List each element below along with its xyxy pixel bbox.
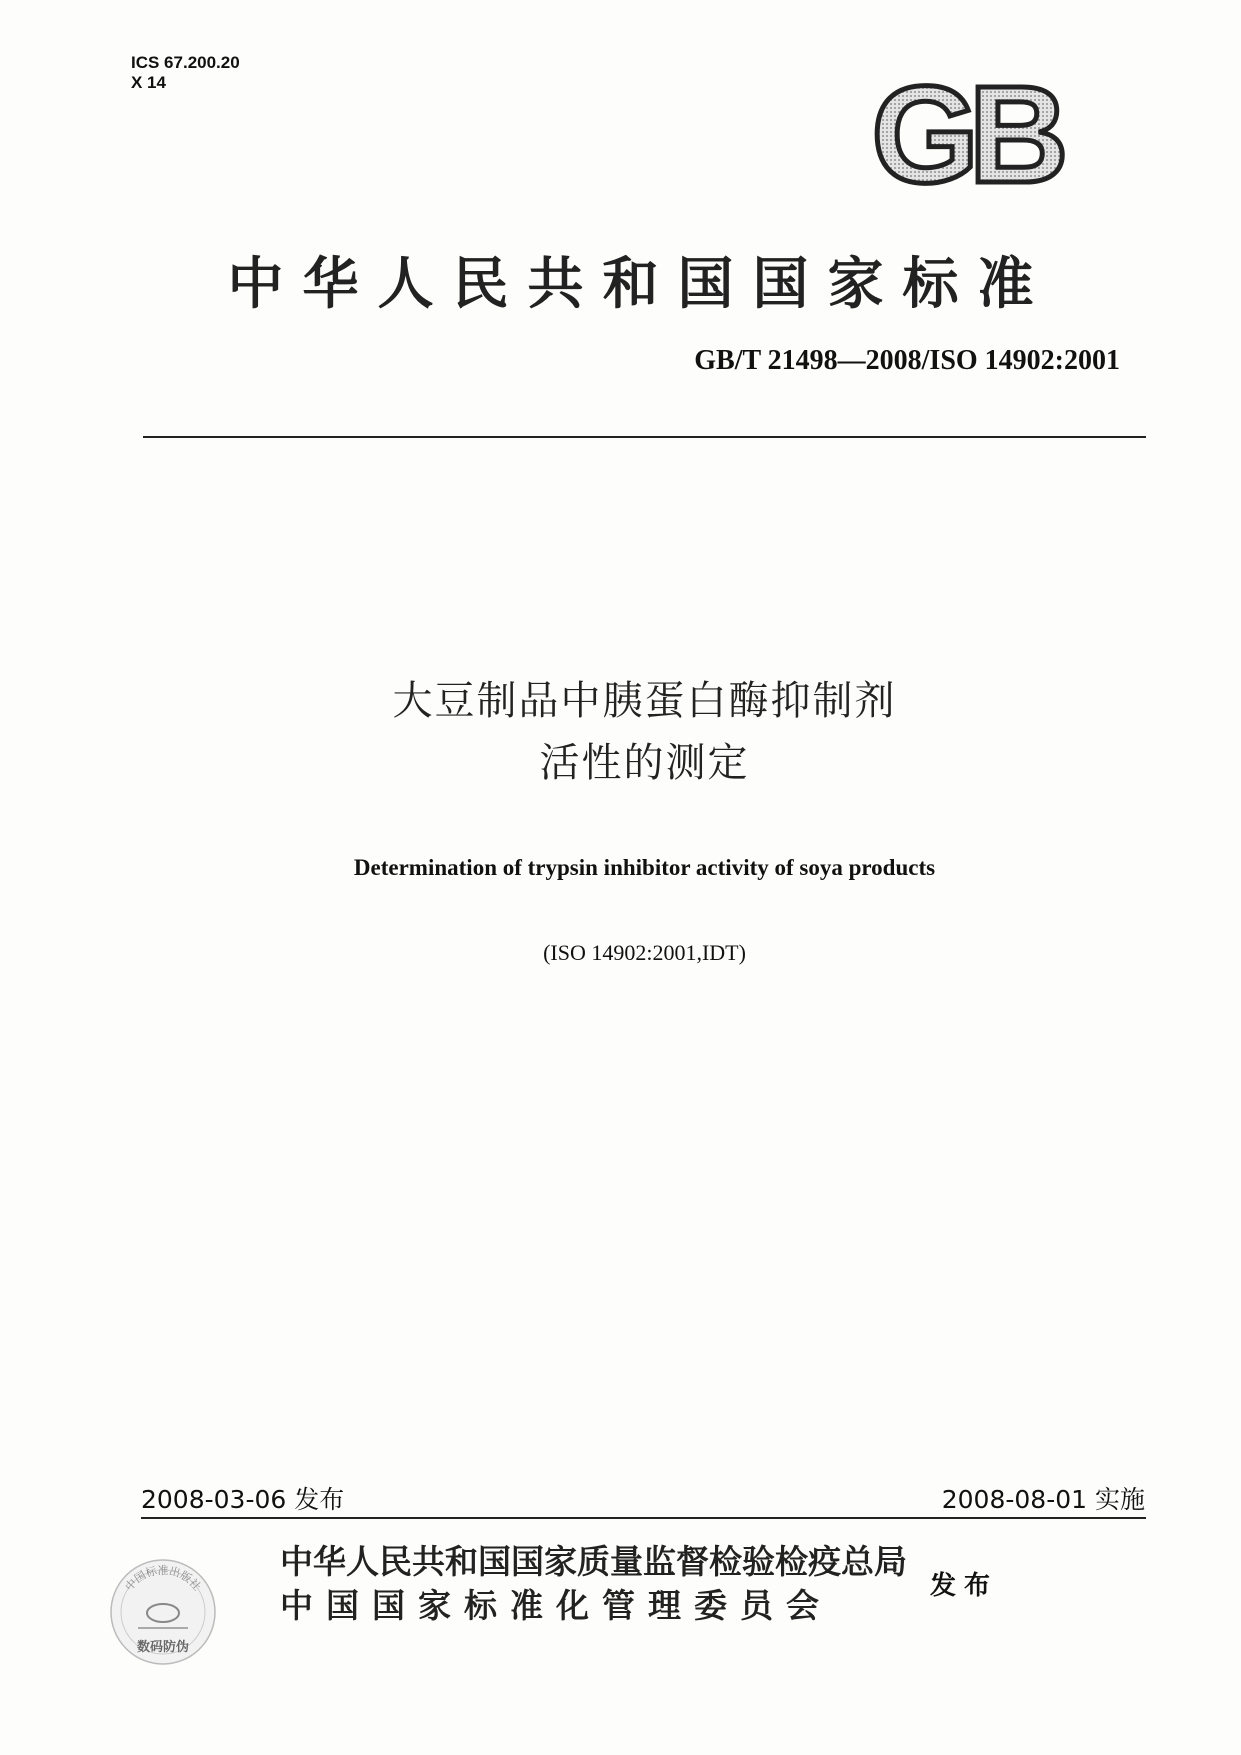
stamp-label: 数码防伪: [136, 1640, 189, 1655]
issuing-authorities: [280, 1540, 907, 1628]
publish-label: 发布: [930, 1571, 999, 1601]
iso-reference: (ISO 14902:2001,IDT): [543, 940, 746, 965]
implement-date: 2008-08-01 实施: [941, 1485, 1145, 1514]
header-divider: [143, 436, 1146, 438]
classification-codes: [131, 53, 240, 93]
title-cn-line2: 活性的测定: [539, 740, 750, 786]
gb-logo: [845, 70, 1085, 200]
stamp-ring-text: 中国标准出版社: [122, 1564, 204, 1594]
publish-date: 2008-03-06 发布: [141, 1485, 345, 1514]
ics-code: ICS 67.200.20: [131, 53, 240, 72]
title-cn-line1: 大豆制品中胰蛋白酶抑制剂: [392, 678, 897, 724]
ccs-code: X 14: [131, 73, 166, 92]
footer-divider: [141, 1517, 1146, 1519]
issuer-1: 中华人民共和国国家质量监督检验检疫总局: [280, 1542, 907, 1581]
document-title-cn: [143, 670, 1146, 794]
issuer-2: 中国国家标准化管理委员会: [280, 1586, 832, 1625]
national-standard-title: 中华人民共和国国家标准: [227, 251, 1053, 317]
standard-number: GB/T 21498—2008/ISO 14902:2001: [694, 345, 1120, 376]
logo-text: GB: [871, 70, 1059, 200]
document-title-en: Determination of trypsin inhibitor activity of soya products: [353, 855, 936, 880]
